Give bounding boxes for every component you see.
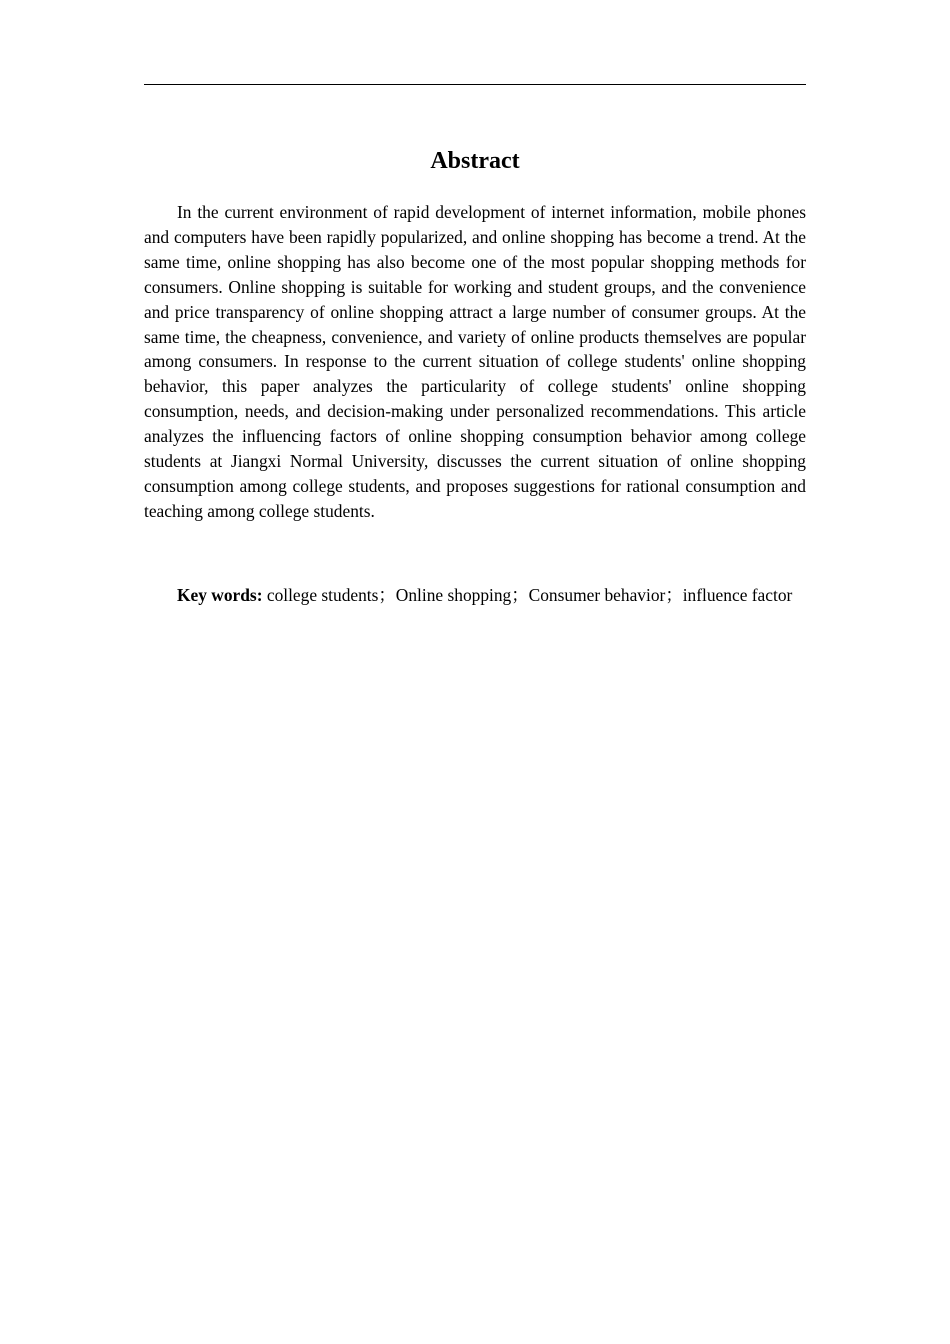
keywords-text: college students；Online shopping；Consumer behavior；influence factor [262,585,793,605]
keywords-label: Key words: [177,585,263,605]
abstract-paragraph: In the current environment of rapid development of internet information, mobile phones and computers have been rapidly popularized, and online shopping has become a trend. At the same time, online shopping has also become one of the most popular shopping methods for consumers. Online shopping is suitable for working and student groups, and the convenience and price transparency of online shopping attract a large number of consumer groups. At the same time, the cheapness, convenience, and variety of online products themselves are popular among consumers. In response to the current situation of college students' online shopping behavior, this paper analyzes the particularity of college students' online shopping consumption, needs, and decision-making under personalized recommendations. This article analyzes the influencing factors of online shopping consumption behavior among college students at Jiangxi Normal University, discusses the current situation of online shopping consumption among college students, and proposes suggestions for rational consumption and teaching among college students. [144,202,806,521]
keywords-line [144,583,806,608]
header-rule [144,84,806,85]
abstract-title: Abstract [430,148,520,174]
